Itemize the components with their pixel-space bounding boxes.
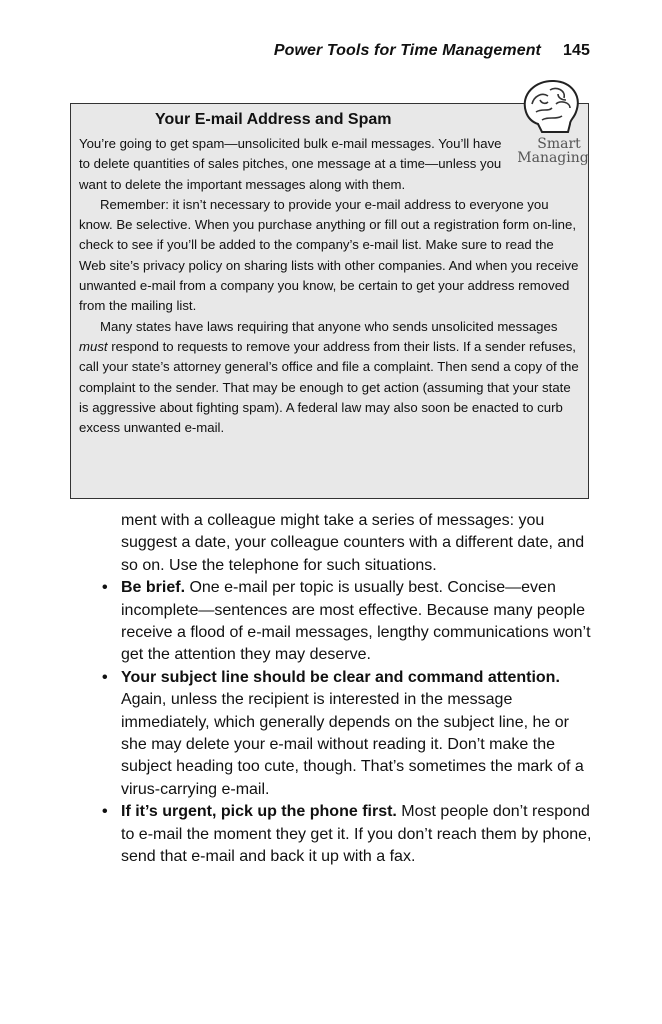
list-item-lead: If it’s urgent, pick up the phone first.	[121, 803, 397, 821]
bullet-icon: •	[102, 668, 108, 686]
list-item-lead: Be brief.	[121, 579, 186, 597]
running-header	[274, 42, 590, 60]
list-item	[102, 801, 592, 868]
sidebar-paragraph-3-end: respond to requests to remove your address from their lists. If a sender refuses, call your state’s attorney general’s office and file a complaint. Then send a copy of the complaint to the sender. That may be enough to get action (assuming that your state is aggressive about fighting spam). A federal law may also soon be enacted to curb excess unwanted e-mail.	[79, 338, 579, 436]
continuation-paragraph: ment with a colleague might take a series of messages: you suggest a date, your colleague counters with a different date, and so on. Use the telephone for such situations.	[121, 512, 585, 574]
bullet-icon: •	[102, 803, 108, 821]
sidebar-text	[79, 134, 580, 438]
list-item-text: One e-mail per topic is usually best. Concise—even incomplete—sentences are most effective. Because many people receive a flood of e-mail messages, lengthy communications won’t get the attention they may deserve.	[121, 579, 591, 664]
sidebar-paragraph-1: You’re going to get spam—unsolicited bulk e-mail messages. You’ll have to delete quantities of sales pitches, one message at a time—unless you want to delete the important messages along with them.	[79, 136, 502, 192]
list-item-lead: Your subject line should be clear and command attention.	[121, 668, 560, 686]
main-text	[102, 510, 592, 869]
bullet-icon: •	[102, 579, 108, 597]
logo-word-managing: Managing	[517, 150, 589, 166]
list-item-text: Again, unless the recipient is interested in the message immediately, which generally depends on the subject line, he or she may delete your e-mail without reading it. Don’t make the subject heading too cute, though. That’s sometimes the mark of a virus-carrying e-mail.	[121, 691, 584, 798]
sidebar-paragraph-3	[79, 317, 580, 439]
sidebar-title: Your E-mail Address and Spam	[155, 111, 392, 128]
sidebar-paragraph-3-emphasis: must	[79, 338, 108, 354]
logo-word-smart: Smart	[537, 136, 581, 152]
list-item	[102, 577, 592, 667]
smart-managing-logo	[512, 74, 594, 166]
page-number: 145	[563, 42, 590, 59]
sidebar-paragraph-2: Remember: it isn’t necessary to provide your e-mail address to everyone you know. Be selective. When you purchase anything or fill out a registration form on-line, check to see if you’ll be added to the company’s e-mail list. Make sure to read the Web site’s privacy policy on sharing lists with other companies. And when you receive unwanted e-mail from a company you know, be certain to get your address removed from the mailing list.	[79, 196, 579, 314]
list-item-text: Most people don’t respond to e-mail the moment they get it. If you don’t reach them by phone, send that e-mail and back it up with a fax.	[121, 803, 592, 866]
list-item	[102, 667, 592, 801]
brain-head-icon	[525, 81, 578, 132]
running-title: Power Tools for Time Management	[273, 42, 541, 59]
sidebar-paragraph-3-start: Many states have laws requiring that anyone who sends unsolicited messages	[100, 318, 558, 334]
